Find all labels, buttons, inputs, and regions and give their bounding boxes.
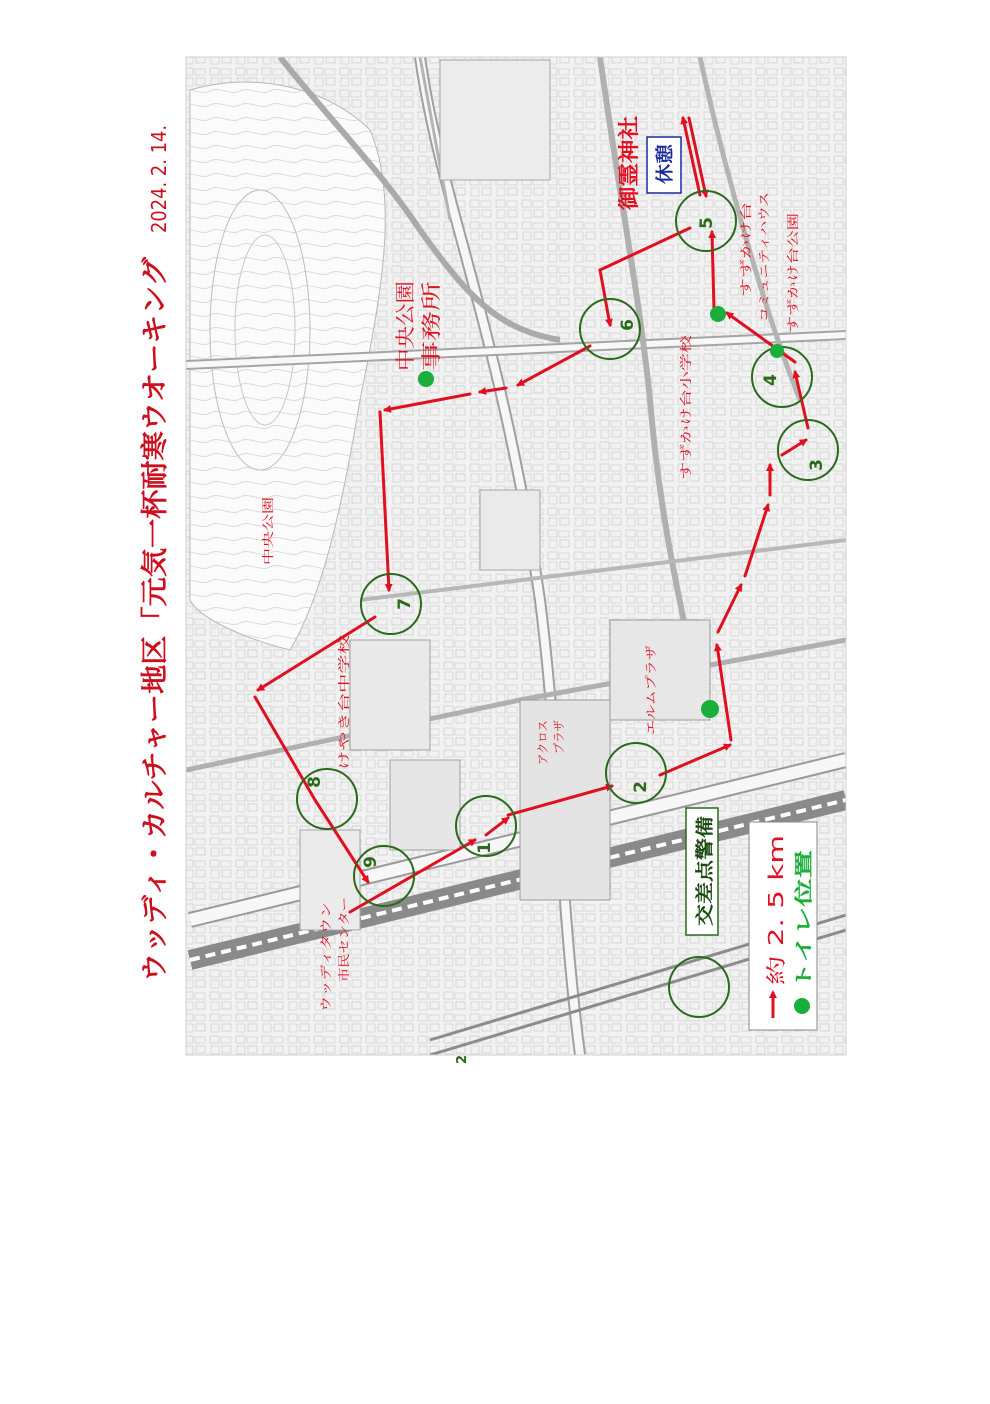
rest-badge bbox=[647, 137, 681, 193]
label-shrine: 御霊神社 bbox=[617, 126, 641, 210]
checkpoint-label-8: 8 bbox=[305, 776, 325, 788]
legend-distance: 約 2. 5 km bbox=[764, 883, 788, 985]
label-acros-line1: アクロス bbox=[536, 717, 550, 765]
checkpoint-label-5: 5 bbox=[697, 217, 717, 229]
label-rest: 休憩 bbox=[655, 148, 676, 184]
label-keyakidai-school: けやき台中学校 bbox=[337, 685, 351, 770]
legend-toilet-dot bbox=[794, 998, 810, 1014]
legend bbox=[749, 822, 817, 1030]
label-office-line2: 事務所 bbox=[419, 311, 443, 371]
date-label: 2024. 2. 14. bbox=[147, 112, 171, 233]
label-civic-line1: ウッディタウン bbox=[319, 929, 333, 1012]
page-title: ウッディ・カルチャー地区「元気一杯耐寒ウオーキング bbox=[140, 311, 171, 982]
toilet-marker bbox=[418, 371, 434, 387]
label-suzukake-park: すずかけ台公園 bbox=[786, 248, 800, 333]
checkpoint-label-6: 6 bbox=[618, 319, 638, 331]
route-segment bbox=[712, 232, 714, 310]
checkpoint-label-9: 9 bbox=[361, 856, 381, 868]
label-crossing-guard: 交差点警備 bbox=[695, 836, 716, 926]
legend-toilet: トイレ位置 bbox=[794, 900, 815, 990]
checkpoint-label-1: 1 bbox=[475, 842, 495, 854]
label-acros-line2: プラザ bbox=[552, 717, 566, 754]
checkpoint-label-3: 3 bbox=[807, 459, 827, 471]
toilet-marker bbox=[770, 344, 784, 358]
label-civic-line2: 市民センター bbox=[337, 910, 351, 982]
label-central-park: 中央公園 bbox=[261, 516, 275, 565]
label-community-line2: コミュニティハウス bbox=[757, 215, 771, 322]
checkpoint-label-2: 2 bbox=[631, 781, 651, 793]
label-suzukake-school: すずかけ台小学校 bbox=[679, 383, 693, 480]
crossing-guard-box bbox=[686, 808, 718, 935]
label-elm-plaza: エルムプラザ bbox=[644, 663, 658, 735]
checkpoint-label-7: 7 bbox=[395, 598, 415, 610]
stray-mark: 2 bbox=[455, 1054, 470, 1064]
label-community-line1: すずかけ台 bbox=[739, 236, 753, 297]
toilet-marker bbox=[710, 306, 726, 322]
checkpoint-label-4: 4 bbox=[761, 374, 781, 386]
toilet-marker bbox=[701, 700, 719, 718]
label-office-line1: 中央公園 bbox=[393, 291, 417, 371]
